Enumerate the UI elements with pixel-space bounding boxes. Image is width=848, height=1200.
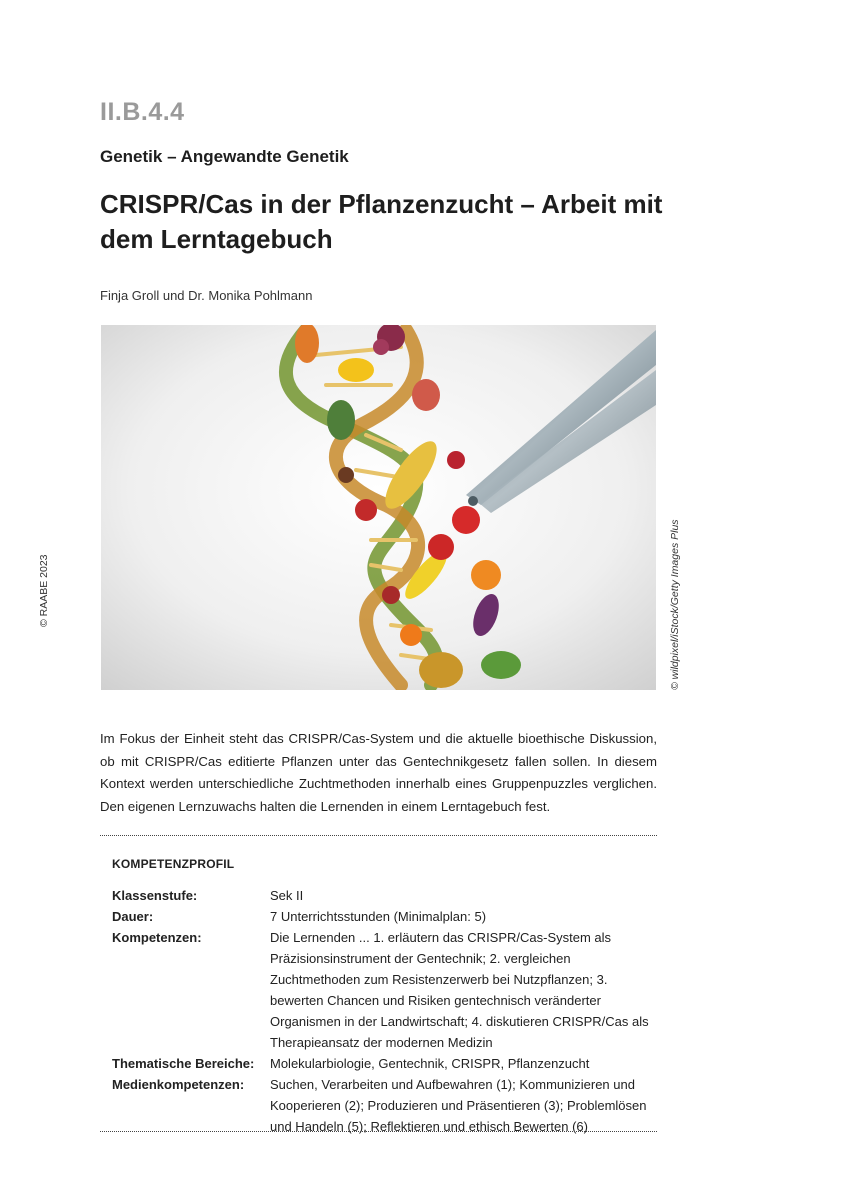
copyright-notice: © RAABE 2023 [38, 554, 50, 627]
dna-food-helix-illustration [101, 325, 656, 690]
competence-profile-table [112, 885, 657, 1137]
dotted-divider-bottom [100, 1131, 657, 1132]
profile-row-competences [112, 927, 657, 1053]
dotted-divider-top [100, 835, 657, 836]
profile-value: Sek II [270, 888, 304, 903]
profile-value: 7 Unterrichtsstunden (Minimalplan: 5) [270, 909, 487, 924]
profile-row-duration [112, 906, 657, 927]
profile-label: Kompetenzen: [112, 930, 202, 945]
profile-row-topics [112, 1053, 657, 1074]
profile-label: Thematische Bereiche: [112, 1056, 255, 1071]
intro-paragraph: Im Fokus der Einheit steht das CRISPR/Cas-System und die aktuelle bioethische Diskussion, ob mit CRISPR/Cas editierte Pflanzen unter das Gentechnikgesetz fallen sollen. In diesem Kontext werden unterschiedliche Zuchtmethoden innerhalb eines Gruppenpuzzles verglichen. Den eigenen Lernzuwachs halten die Lernenden in einem Lerntagebuch fest. [100, 731, 657, 814]
profile-value: Molekularbiologie, Gentechnik, CRISPR, Pflanzenzucht [270, 1056, 590, 1071]
authors: Finja Groll und Dr. Monika Pohlmann [100, 288, 313, 303]
page-title: CRISPR/Cas in der Pflanzenzucht – Arbeit mit dem Lerntagebuch [100, 189, 663, 254]
profile-label: Klassenstufe: [112, 888, 198, 903]
profile-value: Suchen, Verarbeiten und Aufbewahren (1); Kommunizieren und Kooperieren (2); Produzieren und Präsentieren (3); Problemlösen und Handeln (5); Reflektieren und ethisch Bewerten (6) [270, 1077, 647, 1134]
subject-subtitle: Genetik – Angewandte Genetik [100, 147, 349, 166]
profile-label: Medienkompetenzen: [112, 1077, 245, 1092]
section-code: II.B.4.4 [100, 98, 185, 126]
profile-row-media [112, 1074, 657, 1137]
hero-image [101, 325, 656, 690]
image-credit: © wildpixel/iStock/Getty Images Plus [669, 519, 681, 690]
profile-value: Die Lernenden ... 1. erläutern das CRISPR/Cas-System als Präzisionsinstrument der Gentechnik; 2. vergleichen Zuchtmethoden zum Resistenzerwerb bei Nutzpflanzen; 3. bewerten Chancen und Risiken gentechnisch veränderter Organismen in der Landwirtschaft; 4. diskutieren CRISPR/Cas als Therapieansatz der modernen Medizin [270, 930, 649, 1050]
profile-row-grade [112, 885, 657, 906]
profile-label: Dauer: [112, 909, 154, 924]
competence-profile-heading: KOMPETENZPROFIL [112, 857, 235, 871]
